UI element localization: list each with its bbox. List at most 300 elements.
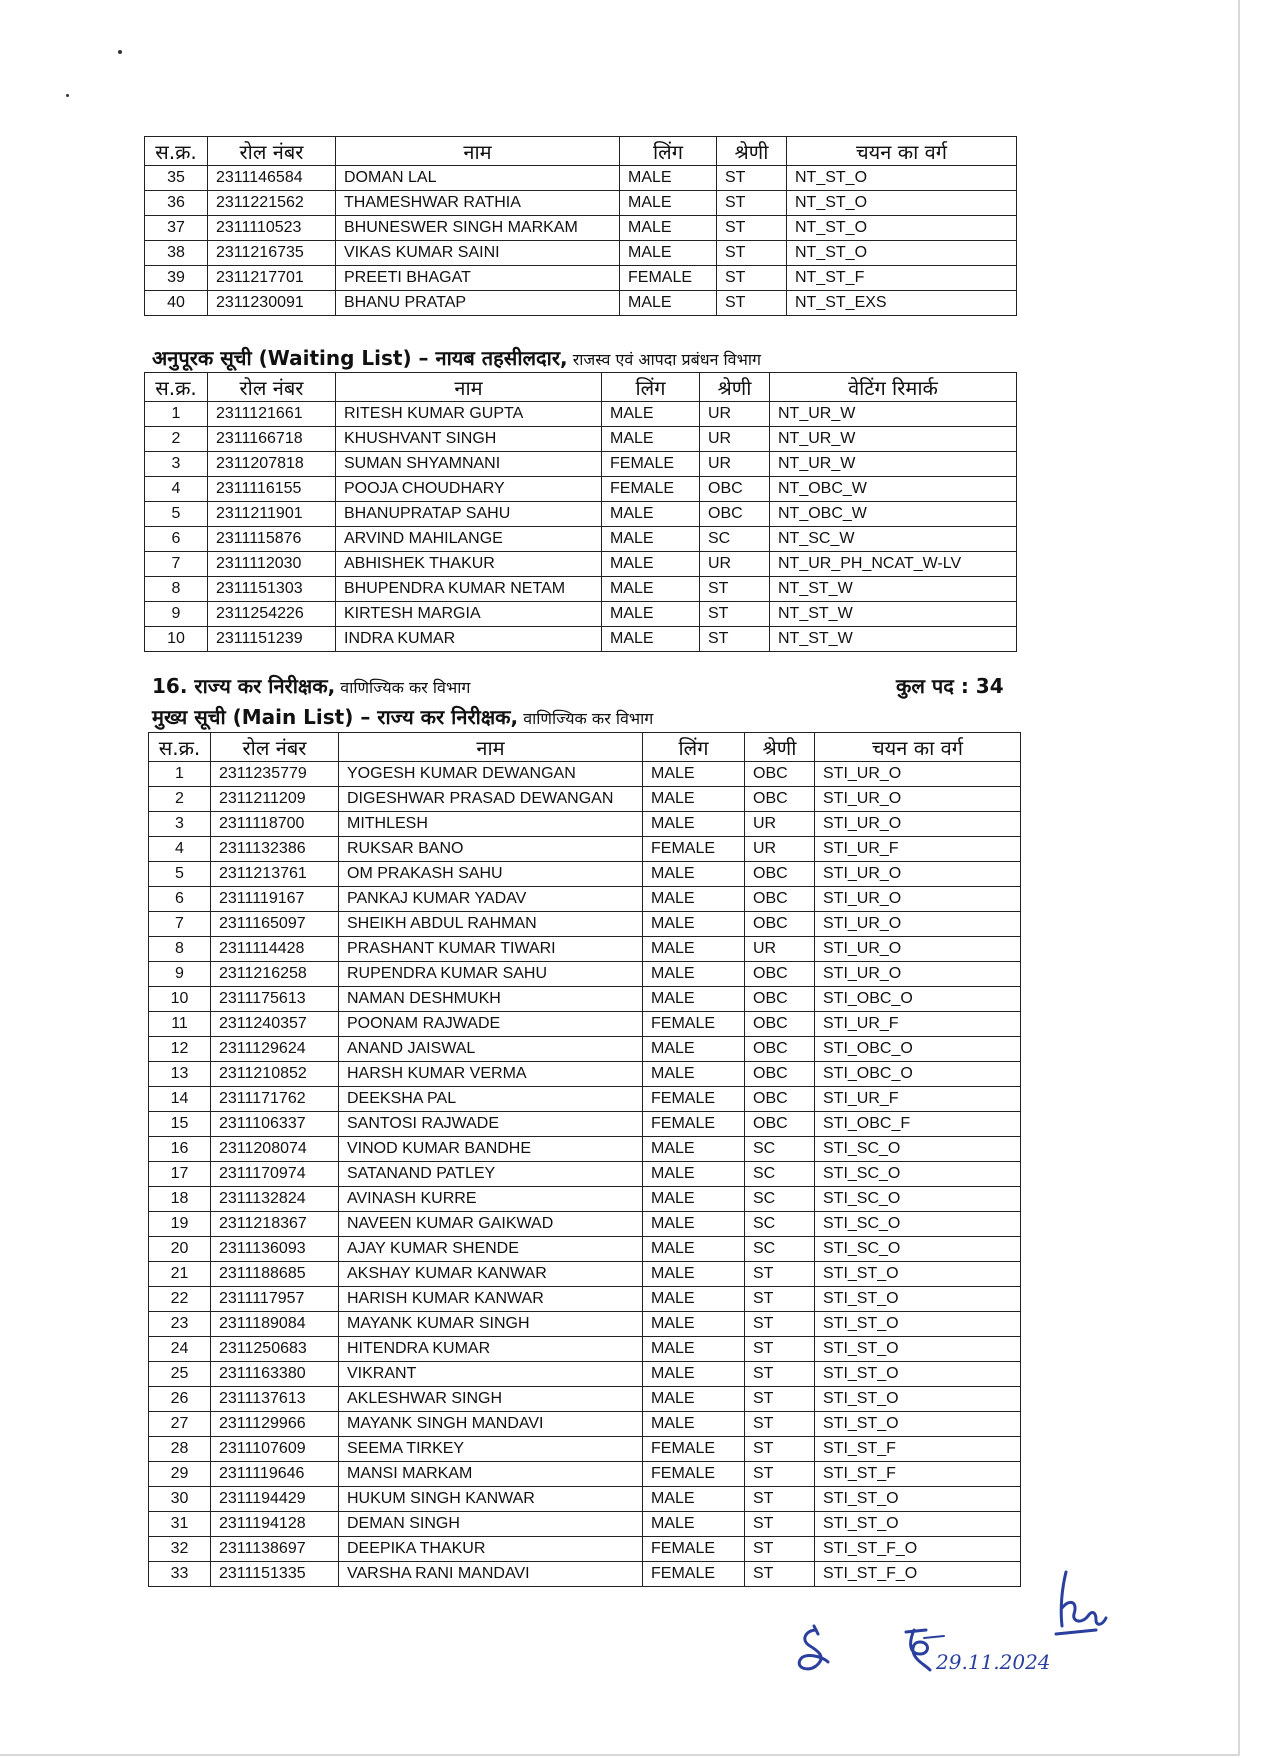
column-header-gender: लिंग — [620, 137, 717, 166]
cell-selection-class: STI_SC_O — [815, 1187, 1021, 1212]
cell-gender: MALE — [620, 216, 717, 241]
cell-roll-number: 2311175613 — [211, 987, 339, 1012]
cell-name: INDRA KUMAR — [336, 627, 602, 652]
cell-category: ST — [717, 166, 787, 191]
cell-serial: 1 — [145, 402, 208, 427]
cell-gender: FEMALE — [643, 1012, 745, 1037]
cell-serial: 9 — [145, 602, 208, 627]
cell-selection-class: STI_SC_O — [815, 1212, 1021, 1237]
cell-serial: 16 — [149, 1137, 211, 1162]
cell-gender: MALE — [643, 1037, 745, 1062]
cell-name: PRASHANT KUMAR TIWARI — [339, 937, 643, 962]
cell-name: BHUPENDRA KUMAR NETAM — [336, 577, 602, 602]
cell-category: ST — [700, 627, 770, 652]
cell-selection-class: STI_ST_O — [815, 1412, 1021, 1437]
cell-category: OBC — [745, 1012, 815, 1037]
table-row — [149, 1512, 1021, 1537]
cell-category: SC — [745, 1162, 815, 1187]
cell-selection-class: STI_OBC_O — [815, 1062, 1021, 1087]
cell-name: ANAND JAISWAL — [339, 1037, 643, 1062]
cell-serial: 8 — [145, 577, 208, 602]
cell-roll-number: 2311115876 — [208, 527, 336, 552]
main-list-heading — [152, 703, 653, 730]
cell-name: VIKAS KUMAR SAINI — [336, 241, 620, 266]
cell-gender: MALE — [620, 191, 717, 216]
cell-roll-number: 2311117957 — [211, 1287, 339, 1312]
cell-gender: MALE — [643, 762, 745, 787]
table-row — [149, 1462, 1021, 1487]
main-list-table — [148, 732, 1021, 1587]
cell-serial: 30 — [149, 1487, 211, 1512]
cell-selection-class: STI_ST_F_O — [815, 1537, 1021, 1562]
cell-gender: MALE — [643, 1287, 745, 1312]
cell-roll-number: 2311165097 — [211, 912, 339, 937]
cell-selection-class: STI_ST_F — [815, 1462, 1021, 1487]
cell-gender: MALE — [643, 912, 745, 937]
table-row — [149, 987, 1021, 1012]
cell-name: THAMESHWAR RATHIA — [336, 191, 620, 216]
cell-roll-number: 2311254226 — [208, 602, 336, 627]
cell-category: SC — [745, 1187, 815, 1212]
table-row — [149, 1387, 1021, 1412]
cell-selection-class: STI_ST_O — [815, 1262, 1021, 1287]
cell-name: ARVIND MAHILANGE — [336, 527, 602, 552]
cell-gender: MALE — [620, 291, 717, 316]
cell-selection-class: STI_UR_O — [815, 887, 1021, 912]
cell-name: SHEIKH ABDUL RAHMAN — [339, 912, 643, 937]
cell-roll-number: 2311119646 — [211, 1462, 339, 1487]
table-row — [149, 1012, 1021, 1037]
cell-category: ST — [745, 1462, 815, 1487]
cell-name: KIRTESH MARGIA — [336, 602, 602, 627]
table-row — [145, 502, 1017, 527]
cell-category: OBC — [745, 787, 815, 812]
column-header-roll-number: रोल नंबर — [211, 733, 339, 762]
cell-gender: MALE — [602, 427, 700, 452]
cell-name: PANKAJ KUMAR YADAV — [339, 887, 643, 912]
cell-name: RUKSAR BANO — [339, 837, 643, 862]
cell-selection-class: STI_OBC_O — [815, 987, 1021, 1012]
cell-roll-number: 2311208074 — [211, 1137, 339, 1162]
cell-category: UR — [700, 452, 770, 477]
cell-category: OBC — [700, 477, 770, 502]
cell-name: AKSHAY KUMAR KANWAR — [339, 1262, 643, 1287]
cell-name: MAYANK KUMAR SINGH — [339, 1312, 643, 1337]
cell-name: SATANAND PATLEY — [339, 1162, 643, 1187]
cell-serial: 19 — [149, 1212, 211, 1237]
cell-category: OBC — [700, 502, 770, 527]
table-row — [149, 1487, 1021, 1512]
cell-gender: FEMALE — [602, 477, 700, 502]
scan-dot — [66, 94, 69, 97]
column-header-name: नाम — [336, 373, 602, 402]
cell-roll-number: 2311240357 — [211, 1012, 339, 1037]
cell-roll-number: 2311230091 — [208, 291, 336, 316]
cell-category: OBC — [745, 1037, 815, 1062]
cell-waiting-remark: NT_OBC_W — [770, 477, 1017, 502]
cell-serial: 29 — [149, 1462, 211, 1487]
cell-gender: FEMALE — [643, 1462, 745, 1487]
table-row — [145, 527, 1017, 552]
cell-name: RITESH KUMAR GUPTA — [336, 402, 602, 427]
cell-roll-number: 2311216258 — [211, 962, 339, 987]
cell-category: ST — [745, 1412, 815, 1437]
cell-roll-number: 2311114428 — [211, 937, 339, 962]
cell-category: UR — [745, 812, 815, 837]
cell-waiting-remark: NT_ST_W — [770, 577, 1017, 602]
table-row — [149, 1062, 1021, 1087]
cell-roll-number: 2311116155 — [208, 477, 336, 502]
cell-gender: MALE — [602, 602, 700, 627]
cell-category: ST — [745, 1362, 815, 1387]
handwritten-signature-1 — [786, 1622, 846, 1682]
cell-serial: 7 — [145, 552, 208, 577]
cell-roll-number: 2311217701 — [208, 266, 336, 291]
cell-gender: MALE — [643, 1512, 745, 1537]
cell-gender: MALE — [602, 527, 700, 552]
cell-selection-class: STI_UR_F — [815, 1012, 1021, 1037]
cell-category: UR — [700, 552, 770, 577]
cell-serial: 2 — [149, 787, 211, 812]
cell-serial: 12 — [149, 1037, 211, 1062]
cell-serial: 25 — [149, 1362, 211, 1387]
scan-dot — [118, 50, 122, 54]
cell-serial: 18 — [149, 1187, 211, 1212]
cell-name: POOJA CHOUDHARY — [336, 477, 602, 502]
cell-selection-class: STI_UR_F — [815, 837, 1021, 862]
cell-name: VARSHA RANI MANDAVI — [339, 1562, 643, 1587]
table-header-row — [149, 733, 1021, 762]
table-row — [149, 812, 1021, 837]
cell-serial: 4 — [145, 477, 208, 502]
cell-serial: 4 — [149, 837, 211, 862]
cell-category: ST — [745, 1262, 815, 1287]
cell-roll-number: 2311119167 — [211, 887, 339, 912]
cell-name: HUKUM SINGH KANWAR — [339, 1487, 643, 1512]
cell-roll-number: 2311129966 — [211, 1412, 339, 1437]
cell-gender: MALE — [602, 502, 700, 527]
cell-roll-number: 2311166718 — [208, 427, 336, 452]
cell-selection-class: STI_ST_O — [815, 1362, 1021, 1387]
cell-gender: FEMALE — [643, 1112, 745, 1137]
cell-category: OBC — [745, 1112, 815, 1137]
cell-selection-class: STI_UR_O — [815, 937, 1021, 962]
cell-gender: MALE — [643, 1237, 745, 1262]
table-row — [149, 1212, 1021, 1237]
cell-roll-number: 2311118700 — [211, 812, 339, 837]
cell-gender: MALE — [643, 1062, 745, 1087]
cell-selection-class: NT_ST_EXS — [787, 291, 1017, 316]
total-posts: कुल पद : 34 — [896, 674, 1004, 698]
cell-category: SC — [745, 1237, 815, 1262]
cell-gender: FEMALE — [643, 1087, 745, 1112]
cell-roll-number: 2311163380 — [211, 1362, 339, 1387]
cell-category: UR — [745, 837, 815, 862]
cell-gender: FEMALE — [643, 837, 745, 862]
column-header-selection-class: चयन का वर्ग — [815, 733, 1021, 762]
cell-name: MAYANK SINGH MANDAVI — [339, 1412, 643, 1437]
cell-serial: 27 — [149, 1412, 211, 1437]
cell-gender: MALE — [602, 577, 700, 602]
cell-roll-number: 2311189084 — [211, 1312, 339, 1337]
cell-selection-class: STI_ST_O — [815, 1312, 1021, 1337]
table-row — [145, 191, 1017, 216]
cell-category: UR — [700, 402, 770, 427]
cell-serial: 3 — [145, 452, 208, 477]
cell-selection-class: STI_ST_O — [815, 1512, 1021, 1537]
cell-selection-class: STI_UR_F — [815, 1087, 1021, 1112]
cell-gender: MALE — [643, 1262, 745, 1287]
section-16-heading — [152, 672, 470, 699]
cell-category: OBC — [745, 862, 815, 887]
table-row — [145, 627, 1017, 652]
cell-selection-class: NT_ST_O — [787, 241, 1017, 266]
column-header-serial: स.क्र. — [145, 137, 208, 166]
cell-selection-class: STI_SC_O — [815, 1162, 1021, 1187]
cell-selection-class: STI_ST_O — [815, 1487, 1021, 1512]
handwritten-initials — [1052, 1568, 1112, 1644]
table-row — [149, 1237, 1021, 1262]
cell-serial: 35 — [145, 166, 208, 191]
cell-name: DIGESHWAR PRASAD DEWANGAN — [339, 787, 643, 812]
column-header-waiting-remark: वेटिंग रिमार्क — [770, 373, 1017, 402]
cell-name: NAVEEN KUMAR GAIKWAD — [339, 1212, 643, 1237]
cell-category: OBC — [745, 912, 815, 937]
cell-gender: MALE — [643, 987, 745, 1012]
cell-roll-number: 2311110523 — [208, 216, 336, 241]
cell-roll-number: 2311170974 — [211, 1162, 339, 1187]
cell-category: ST — [745, 1487, 815, 1512]
cell-roll-number: 2311132824 — [211, 1187, 339, 1212]
cell-name: AJAY KUMAR SHENDE — [339, 1237, 643, 1262]
cell-name: DOMAN LAL — [336, 166, 620, 191]
column-header-roll-number: रोल नंबर — [208, 137, 336, 166]
cell-serial: 37 — [145, 216, 208, 241]
column-header-name: नाम — [336, 137, 620, 166]
cell-selection-class: NT_ST_O — [787, 216, 1017, 241]
cell-name: BHUNESWER SINGH MARKAM — [336, 216, 620, 241]
table-row — [145, 241, 1017, 266]
cell-serial: 9 — [149, 962, 211, 987]
cell-serial: 39 — [145, 266, 208, 291]
cell-waiting-remark: NT_UR_W — [770, 427, 1017, 452]
main-list-title: मुख्य सूची (Main List) – राज्य कर निरीक्षक, — [152, 705, 519, 729]
cell-name: OM PRAKASH SAHU — [339, 862, 643, 887]
cell-gender: MALE — [643, 1362, 745, 1387]
cell-gender: MALE — [643, 1187, 745, 1212]
table-row — [149, 1537, 1021, 1562]
main-list-department: वाणिज्यिक कर विभाग — [523, 709, 654, 728]
cell-serial: 21 — [149, 1262, 211, 1287]
cell-gender: MALE — [643, 1137, 745, 1162]
cell-roll-number: 2311138697 — [211, 1537, 339, 1562]
cell-gender: MALE — [643, 962, 745, 987]
table-row — [149, 1312, 1021, 1337]
cell-selection-class: STI_UR_O — [815, 787, 1021, 812]
column-header-serial: स.क्र. — [149, 733, 211, 762]
cell-gender: MALE — [643, 1212, 745, 1237]
table-row — [149, 887, 1021, 912]
cell-serial: 38 — [145, 241, 208, 266]
cell-roll-number: 2311151303 — [208, 577, 336, 602]
cell-roll-number: 2311210852 — [211, 1062, 339, 1087]
cell-waiting-remark: NT_UR_W — [770, 452, 1017, 477]
cell-serial: 33 — [149, 1562, 211, 1587]
cell-selection-class: STI_SC_O — [815, 1237, 1021, 1262]
cell-gender: MALE — [643, 937, 745, 962]
cell-name: MANSI MARKAM — [339, 1462, 643, 1487]
cell-serial: 36 — [145, 191, 208, 216]
cell-gender: MALE — [602, 402, 700, 427]
cell-selection-class: STI_OBC_O — [815, 1037, 1021, 1062]
cell-name: SANTOSI RAJWADE — [339, 1112, 643, 1137]
cell-gender: MALE — [643, 1412, 745, 1437]
column-header-name: नाम — [339, 733, 643, 762]
cell-category: ST — [745, 1562, 815, 1587]
signature-date: 29.11.2024 — [936, 1650, 1051, 1674]
cell-gender: MALE — [643, 1162, 745, 1187]
cell-selection-class: STI_OBC_F — [815, 1112, 1021, 1137]
cell-serial: 10 — [145, 627, 208, 652]
cell-selection-class: NT_ST_O — [787, 191, 1017, 216]
table-row — [145, 266, 1017, 291]
cell-category: ST — [717, 216, 787, 241]
table-row — [149, 1112, 1021, 1137]
cell-category: ST — [745, 1287, 815, 1312]
cell-roll-number: 2311171762 — [211, 1087, 339, 1112]
cell-selection-class: STI_SC_O — [815, 1137, 1021, 1162]
cell-category: ST — [745, 1312, 815, 1337]
cell-name: PREETI BHAGAT — [336, 266, 620, 291]
cell-gender: MALE — [602, 552, 700, 577]
cell-category: ST — [745, 1337, 815, 1362]
cell-serial: 40 — [145, 291, 208, 316]
table-row — [149, 1137, 1021, 1162]
table-row — [149, 937, 1021, 962]
cell-serial: 5 — [149, 862, 211, 887]
cell-name: DEMAN SINGH — [339, 1512, 643, 1537]
cell-selection-class: STI_ST_O — [815, 1337, 1021, 1362]
table-row — [149, 787, 1021, 812]
cell-serial: 14 — [149, 1087, 211, 1112]
cell-roll-number: 2311106337 — [211, 1112, 339, 1137]
cell-name: YOGESH KUMAR DEWANGAN — [339, 762, 643, 787]
cell-gender: MALE — [643, 887, 745, 912]
cell-gender: MALE — [602, 627, 700, 652]
cell-roll-number: 2311250683 — [211, 1337, 339, 1362]
waiting-list-department: राजस्व एवं आपदा प्रबंधन विभाग — [572, 350, 761, 369]
cell-name: VIKRANT — [339, 1362, 643, 1387]
cell-category: OBC — [745, 962, 815, 987]
cell-gender: FEMALE — [602, 452, 700, 477]
table-row — [149, 1262, 1021, 1287]
cell-selection-class: STI_UR_O — [815, 862, 1021, 887]
cell-roll-number: 2311221562 — [208, 191, 336, 216]
cell-gender: FEMALE — [643, 1437, 745, 1462]
table-row — [149, 762, 1021, 787]
cell-serial: 2 — [145, 427, 208, 452]
cell-name: BHANU PRATAP — [336, 291, 620, 316]
table-row — [149, 1037, 1021, 1062]
column-header-serial: स.क्र. — [145, 373, 208, 402]
cell-waiting-remark: NT_ST_W — [770, 627, 1017, 652]
cell-roll-number: 2311132386 — [211, 837, 339, 862]
cell-gender: MALE — [643, 1337, 745, 1362]
cell-waiting-remark: NT_OBC_W — [770, 502, 1017, 527]
cell-category: ST — [717, 266, 787, 291]
cell-selection-class: STI_ST_F_O — [815, 1562, 1021, 1587]
cell-name: ABHISHEK THAKUR — [336, 552, 602, 577]
cell-serial: 22 — [149, 1287, 211, 1312]
cell-category: OBC — [745, 987, 815, 1012]
table-row — [149, 962, 1021, 987]
cell-roll-number: 2311213761 — [211, 862, 339, 887]
table-row — [145, 452, 1017, 477]
waiting-list-table — [144, 372, 1017, 652]
cell-roll-number: 2311121661 — [208, 402, 336, 427]
table-row — [145, 291, 1017, 316]
cell-waiting-remark: NT_UR_W — [770, 402, 1017, 427]
cell-selection-class: STI_UR_O — [815, 912, 1021, 937]
cell-gender: FEMALE — [643, 1537, 745, 1562]
cell-serial: 1 — [149, 762, 211, 787]
cell-gender: FEMALE — [620, 266, 717, 291]
section-16-department: वाणिज्यिक कर विभाग — [340, 678, 471, 697]
cell-serial: 26 — [149, 1387, 211, 1412]
cell-serial: 28 — [149, 1437, 211, 1462]
cell-serial: 8 — [149, 937, 211, 962]
table-row — [149, 1287, 1021, 1312]
table-header-row — [145, 137, 1017, 166]
cell-waiting-remark: NT_ST_W — [770, 602, 1017, 627]
cell-selection-class: STI_ST_F — [815, 1437, 1021, 1462]
cell-serial: 32 — [149, 1537, 211, 1562]
cell-serial: 20 — [149, 1237, 211, 1262]
cell-selection-class: STI_UR_O — [815, 962, 1021, 987]
waiting-list-title: अनुपूरक सूची (Waiting List) – नायब तहसीलदार, — [152, 346, 568, 370]
cell-name: AVINASH KURRE — [339, 1187, 643, 1212]
table-row — [149, 912, 1021, 937]
cell-category: UR — [700, 427, 770, 452]
table-row — [145, 477, 1017, 502]
cell-category: ST — [717, 241, 787, 266]
cell-category: ST — [700, 577, 770, 602]
cell-name: KHUSHVANT SINGH — [336, 427, 602, 452]
column-header-category: श्रेणी — [717, 137, 787, 166]
cell-serial: 17 — [149, 1162, 211, 1187]
column-header-roll-number: रोल नंबर — [208, 373, 336, 402]
cell-gender: MALE — [620, 166, 717, 191]
cell-selection-class: NT_ST_O — [787, 166, 1017, 191]
cell-serial: 24 — [149, 1337, 211, 1362]
cell-category: OBC — [745, 762, 815, 787]
cell-name: HARISH KUMAR KANWAR — [339, 1287, 643, 1312]
table-row — [149, 1187, 1021, 1212]
cell-serial: 6 — [149, 887, 211, 912]
main-list-table-continued — [144, 136, 1017, 316]
table-row — [149, 1087, 1021, 1112]
cell-serial: 7 — [149, 912, 211, 937]
cell-gender: MALE — [643, 1312, 745, 1337]
cell-serial: 5 — [145, 502, 208, 527]
cell-name: DEEPIKA THAKUR — [339, 1537, 643, 1562]
cell-category: UR — [745, 937, 815, 962]
cell-roll-number: 2311151335 — [211, 1562, 339, 1587]
cell-name: MITHLESH — [339, 812, 643, 837]
cell-name: SEEMA TIRKEY — [339, 1437, 643, 1462]
table-row — [145, 577, 1017, 602]
cell-roll-number: 2311194128 — [211, 1512, 339, 1537]
